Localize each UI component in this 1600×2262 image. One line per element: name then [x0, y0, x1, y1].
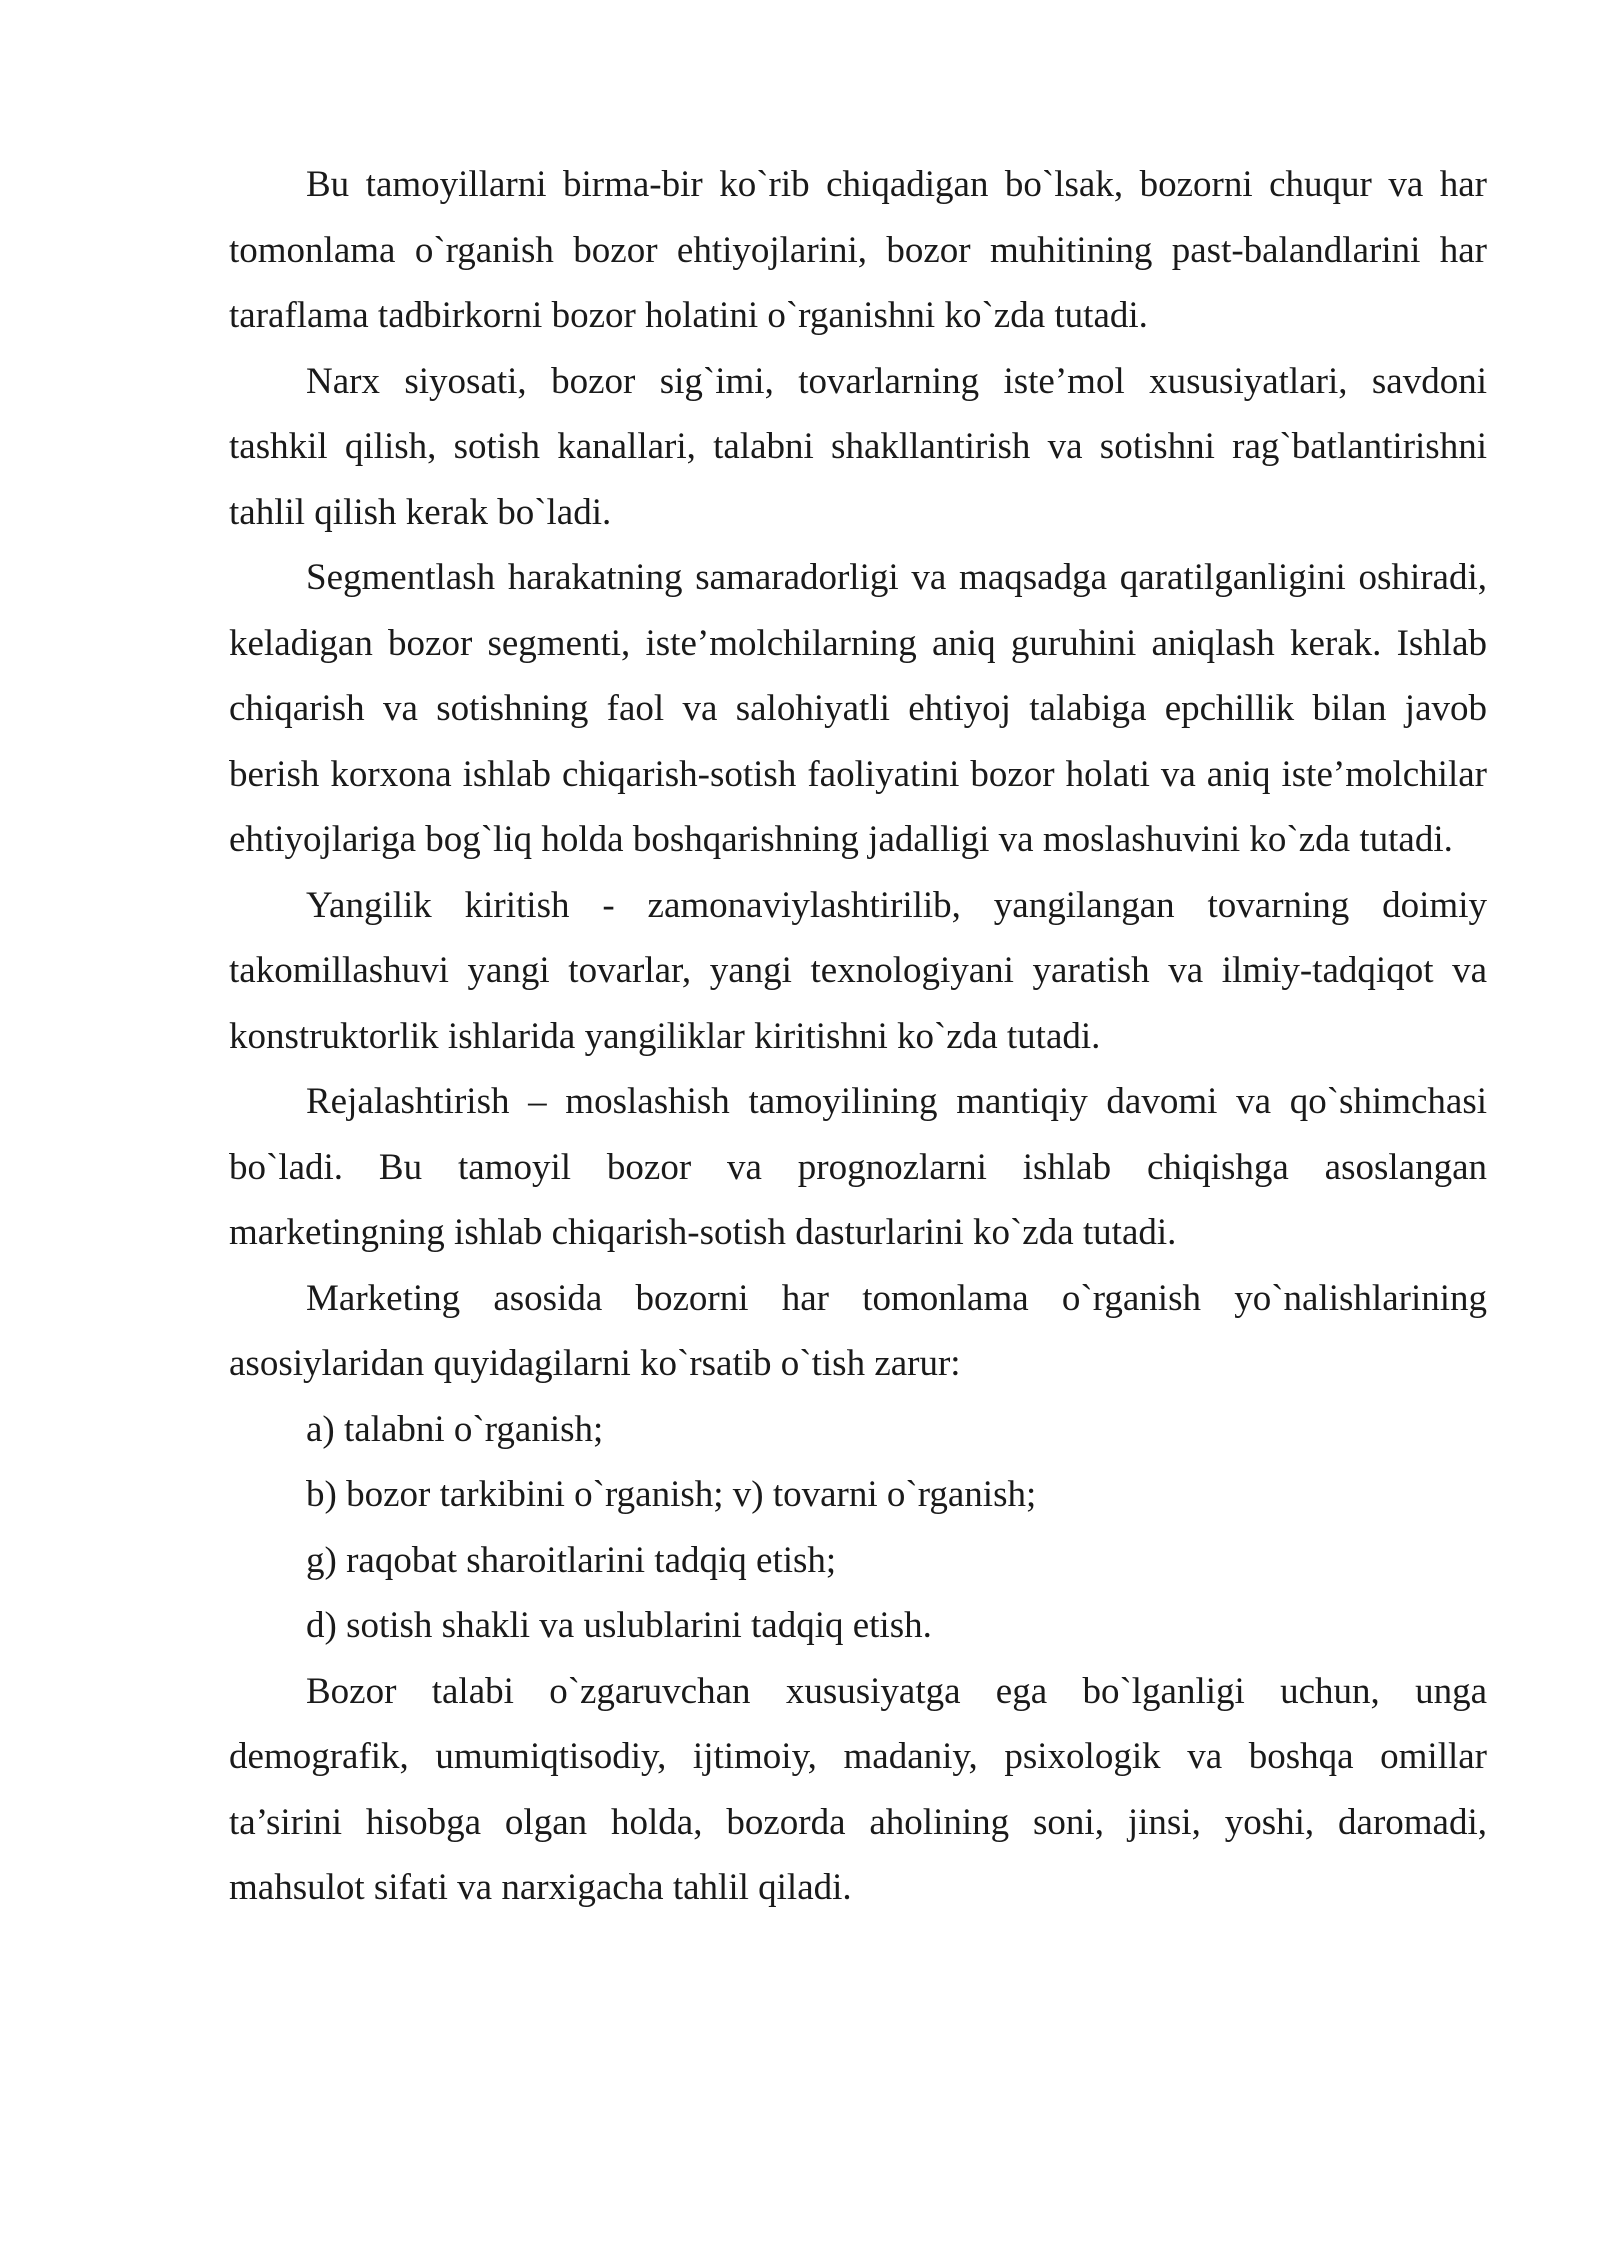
- paragraph-innovation: Yangilik kiritish - zamonaviylashtirilib, yangilangan tovarning doimiy takomillashuvi yangi tovarlar, yangi texnologiyani yaratish va ilmiy-tadqiqot va konstruktorlik ishlarida yangiliklar kiritishni ko`zda tutadi.: [229, 884, 1487, 1057]
- document-page: [229, 152, 1487, 1921]
- paragraph-planning: Rejalashtirish – moslashish tamoyilining mantiqiy davomi va qo`shimchasi bo`ladi. Bu tamoyil bozor va prognozlarni ishlab chiqishga asoslangan marketingning ishlab chiqarish-sotish dasturlarini ko`zda tutadi.: [229, 1081, 1487, 1253]
- paragraph-research-directions: Marketing asosida bozorni har tomonlama o`rganish yo`nalishlarining asosiylaridan quyidagilarni ko`rsatib o`tish zarur:: [229, 1277, 1487, 1384]
- list-item-market-structure: b) bozor tarkibini o`rganish; v) tovarni o`rganish;: [306, 1474, 1037, 1515]
- list-item-competition: g) raqobat sharoitlarini tadqiq etish;: [306, 1539, 837, 1581]
- list-item-demand-study: a) talabni o`rganish;: [306, 1408, 604, 1450]
- list-item-sales-forms: d) sotish shakli va uslublarini tadqiq etish.: [306, 1605, 932, 1646]
- paragraph-market-demand: Bozor talabi o`zgaruvchan xususiyatga ega bo`lganligi uchun, unga demografik, umumiqtisodiy, ijtimoiy, madaniy, psixologik va boshqa omillar ta’sirini hisobga olgan holda, bozorda aholining soni, jinsi, yoshi, daromadi, mahsulot sifati va narxigacha tahlil qiladi.: [229, 1670, 1487, 1908]
- paragraph-price-policy: Narx siyosati, bozor sig`imi, tovarlarning iste’mol xususiyatlari, savdoni tashkil qilish, sotish kanallari, talabni shakllantirish va sotishni rag`batlantirishni tahlil qilish kerak bo`ladi.: [229, 360, 1487, 533]
- paragraph-segmentation: Segmentlash harakatning samaradorligi va maqsadga qaratilganligini oshiradi, keladigan bozor segmenti, iste’molchilarning aniq guruhini aniqlash kerak. Ishlab chiqarish va sotishning faol va salohiyatli ehtiyoj talabiga epchillik bilan javob berish korxona ishlab chiqarish-sotish faoliyatini bozor holati va aniq iste’molchilar ehtiyojlariga bog`liq holda boshqarishning jadalligi va moslashuvini ko`zda tutadi.: [229, 557, 1487, 860]
- paragraph-principles-overview: Bu tamoyillarni birma-bir ko`rib chiqadigan bo`lsak, bozorni chuqur va har tomonlama o`rganish bozor ehtiyojlarini, bozor muhitining past-balandlarini har taraflama tadbirkorni bozor holatini o`rganishni ko`zda tutadi.: [229, 164, 1487, 336]
